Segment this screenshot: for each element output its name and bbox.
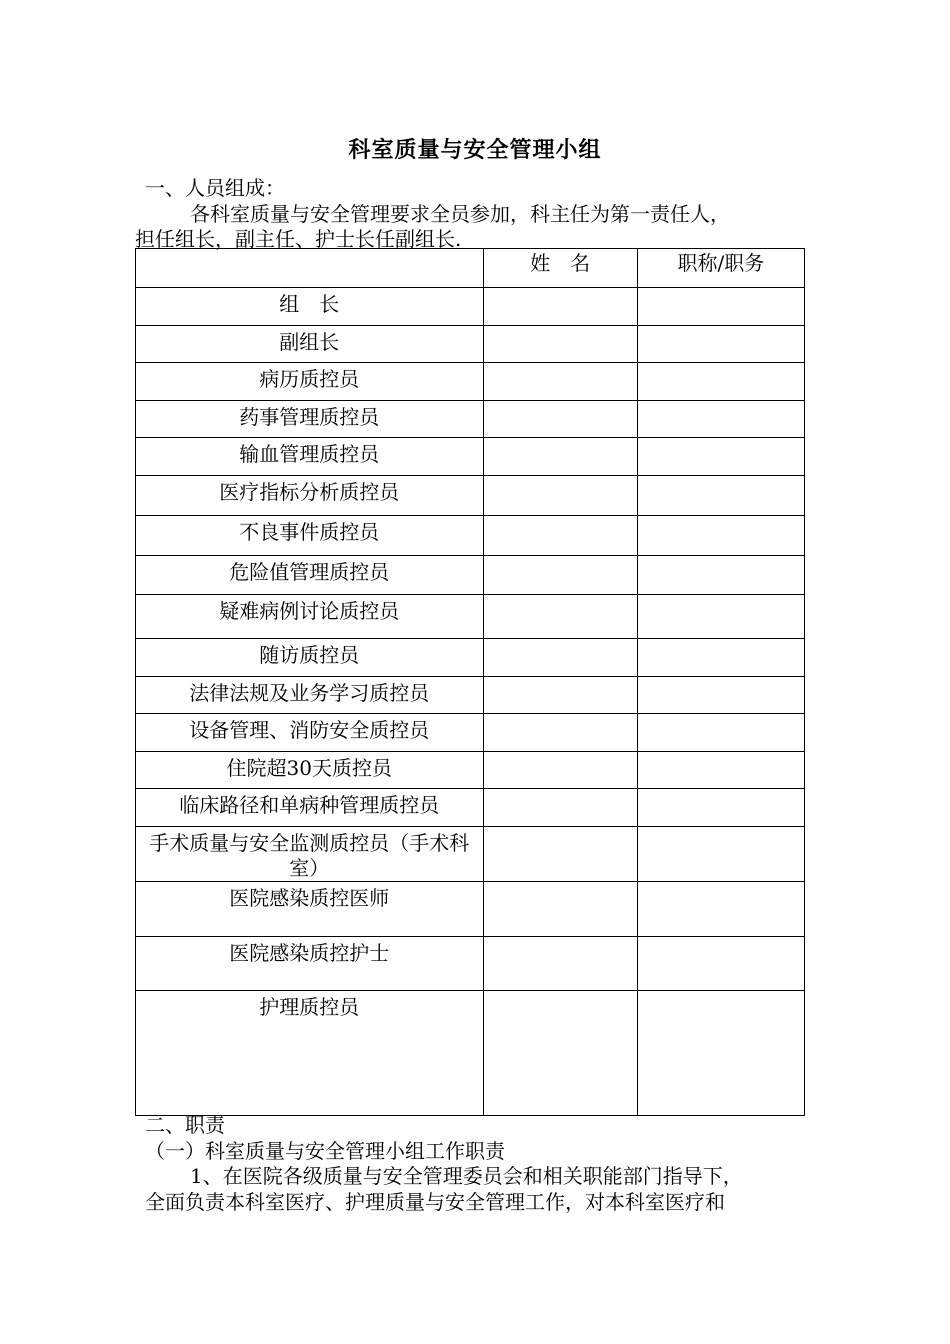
- title-cell: [637, 639, 804, 677]
- role-cell: 法律法规及业务学习质控员: [136, 677, 484, 714]
- table-row: [136, 556, 805, 595]
- role-cell: 手术质量与安全监测质控员（手术科室）: [136, 827, 484, 882]
- name-cell: [483, 714, 637, 752]
- name-cell: [483, 438, 637, 476]
- title-cell: [637, 991, 804, 1116]
- name-cell: [483, 677, 637, 714]
- name-cell: [483, 789, 637, 827]
- name-cell: [483, 401, 637, 438]
- role-cell: 随访质控员: [136, 639, 484, 677]
- role-cell: 疑难病例讨论质控员: [136, 595, 484, 639]
- table-row: [136, 476, 805, 516]
- table-row: [136, 595, 805, 639]
- section2-subheading: （一）科室质量与安全管理小组工作职责: [145, 1139, 505, 1163]
- role-cell: 不良事件质控员: [136, 516, 484, 556]
- title-cell: [637, 516, 804, 556]
- section1-paragraph-line2: 担任组长，副主任、护士长任副组长.: [135, 227, 462, 251]
- role-cell: 设备管理、消防安全质控员: [136, 714, 484, 752]
- title-cell: [637, 363, 804, 401]
- table-row: [136, 991, 805, 1116]
- name-cell: [483, 752, 637, 789]
- name-cell: [483, 288, 637, 326]
- name-cell: [483, 639, 637, 677]
- title-cell: [637, 438, 804, 476]
- role-cell: 住院超30天质控员: [136, 752, 484, 789]
- title-cell: [637, 401, 804, 438]
- document-title: 科室质量与安全管理小组: [348, 137, 602, 163]
- header-title-cell: 职称/职务: [637, 249, 804, 288]
- title-cell: [637, 476, 804, 516]
- section2-paragraph-line2: 全面负责本科室医疗、护理质量与安全管理工作，对本科室医疗和: [145, 1190, 725, 1214]
- role-cell: 医疗指标分析质控员: [136, 476, 484, 516]
- staff-roster-table: [135, 248, 805, 1116]
- table-row: [136, 326, 805, 363]
- role-cell: 副组长: [136, 326, 484, 363]
- table-row: [136, 438, 805, 476]
- title-cell: [637, 326, 804, 363]
- role-cell: 输血管理质控员: [136, 438, 484, 476]
- table-row: [136, 789, 805, 827]
- table-row: [136, 937, 805, 991]
- title-cell: [637, 789, 804, 827]
- name-cell: [483, 516, 637, 556]
- section1-paragraph-line1: 各科室质量与安全管理要求全员参加，科主任为第一责任人，: [190, 202, 730, 226]
- section2-heading: 二、职责: [145, 1113, 225, 1137]
- title-cell: [637, 752, 804, 789]
- name-cell: [483, 476, 637, 516]
- table-row: [136, 401, 805, 438]
- name-cell: [483, 882, 637, 937]
- table-row: [136, 639, 805, 677]
- name-cell: [483, 326, 637, 363]
- table-row: [136, 714, 805, 752]
- role-cell: 危险值管理质控员: [136, 556, 484, 595]
- title-cell: [637, 937, 804, 991]
- role-cell: 临床路径和单病种管理质控员: [136, 789, 484, 827]
- name-cell: [483, 991, 637, 1116]
- name-cell: [483, 827, 637, 882]
- header-name-cell: 姓 名: [483, 249, 637, 288]
- role-cell: 医院感染质控医师: [136, 882, 484, 937]
- role-cell: 医院感染质控护士: [136, 937, 484, 991]
- role-cell: 病历质控员: [136, 363, 484, 401]
- header-role-cell: [136, 249, 484, 288]
- table-header-row: [136, 249, 805, 288]
- section1-heading: 一、人员组成：: [145, 176, 285, 200]
- role-cell: 组 长: [136, 288, 484, 326]
- name-cell: [483, 595, 637, 639]
- title-cell: [637, 827, 804, 882]
- table-row: [136, 516, 805, 556]
- name-cell: [483, 556, 637, 595]
- table-row: [136, 288, 805, 326]
- name-cell: [483, 937, 637, 991]
- table-row: [136, 752, 805, 789]
- section2-paragraph-line1: 1、在医院各级质量与安全管理委员会和相关职能部门指导下，: [190, 1164, 743, 1188]
- name-cell: [483, 363, 637, 401]
- table-row: [136, 882, 805, 937]
- title-cell: [637, 882, 804, 937]
- title-cell: [637, 677, 804, 714]
- title-cell: [637, 288, 804, 326]
- title-cell: [637, 714, 804, 752]
- title-cell: [637, 595, 804, 639]
- table-row: [136, 677, 805, 714]
- title-cell: [637, 556, 804, 595]
- role-cell: 药事管理质控员: [136, 401, 484, 438]
- role-cell: 护理质控员: [136, 991, 484, 1116]
- table-row: [136, 827, 805, 882]
- table-row: [136, 363, 805, 401]
